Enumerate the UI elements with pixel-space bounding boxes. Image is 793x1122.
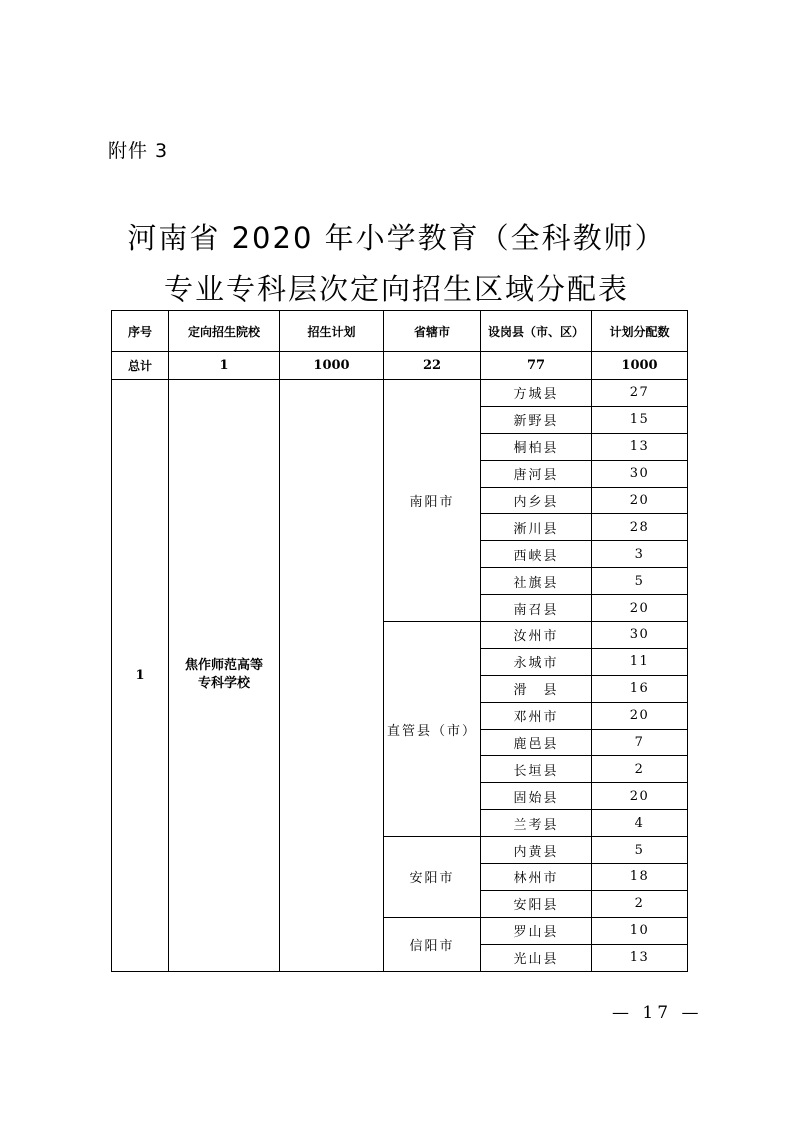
county-cell: 邓州市: [481, 702, 592, 729]
county-cell: 滑 县: [481, 675, 592, 702]
county-cell: 罗山县: [481, 917, 592, 944]
county-cell: 光山县: [481, 944, 592, 971]
county-cell: 永城市: [481, 648, 592, 675]
school-cell: [169, 380, 280, 972]
allocation-cell: 3: [592, 541, 688, 568]
county-cell: 西峡县: [481, 541, 592, 568]
total-label: 总计: [112, 352, 169, 380]
county-cell: 新野县: [481, 406, 592, 433]
plan-cell: [280, 380, 384, 972]
header-row: [112, 311, 688, 352]
allocation-cell: 30: [592, 622, 688, 649]
allocation-cell: 20: [592, 783, 688, 810]
allocation-table: [111, 310, 688, 972]
allocation-cell: 16: [592, 675, 688, 702]
allocation-cell: 11: [592, 648, 688, 675]
allocation-cell: 13: [592, 944, 688, 971]
total-row: [112, 352, 688, 380]
header-school: 定向招生院校: [169, 311, 280, 352]
county-cell: 汝州市: [481, 622, 592, 649]
allocation-cell: 4: [592, 810, 688, 837]
city-cell: 安阳市: [384, 837, 481, 918]
allocation-cell: 10: [592, 917, 688, 944]
county-cell: 内乡县: [481, 487, 592, 514]
school-name-line-2: 专科学校: [197, 676, 250, 692]
county-cell: 方城县: [481, 380, 592, 407]
allocation-cell: 7: [592, 729, 688, 756]
header-allocation: 计划分配数: [592, 311, 688, 352]
table-row: [112, 380, 688, 407]
allocation-cell: 30: [592, 460, 688, 487]
county-cell: 内黄县: [481, 837, 592, 864]
allocation-cell: 20: [592, 595, 688, 622]
city-cell: 直管县（市）: [384, 622, 481, 837]
county-cell: 鹿邑县: [481, 729, 592, 756]
county-cell: 南召县: [481, 595, 592, 622]
allocation-cell: 5: [592, 568, 688, 595]
document-title-line-1: 河南省 2020 年小学教育（全科教师）: [127, 221, 666, 255]
county-cell: 固始县: [481, 783, 592, 810]
document-title-line-2: 专业专科层次定向招生区域分配表: [163, 272, 629, 306]
total-allocation: 1000: [592, 352, 688, 380]
county-cell: 桐柏县: [481, 433, 592, 460]
city-cell: 南阳市: [384, 380, 481, 622]
allocation-cell: 2: [592, 890, 688, 917]
allocation-cell: 20: [592, 487, 688, 514]
annex-label: 附件 3: [108, 140, 169, 162]
allocation-cell: 15: [592, 406, 688, 433]
header-seq: 序号: [112, 311, 169, 352]
school-name-line-1: 焦作师范高等: [184, 658, 263, 674]
county-cell: 安阳县: [481, 890, 592, 917]
allocation-cell: 28: [592, 514, 688, 541]
county-cell: 社旗县: [481, 568, 592, 595]
city-cell: 信阳市: [384, 917, 481, 971]
total-counties: 77: [481, 352, 592, 380]
allocation-cell: 5: [592, 837, 688, 864]
county-cell: 唐河县: [481, 460, 592, 487]
county-cell: 长垣县: [481, 756, 592, 783]
allocation-cell: 27: [592, 380, 688, 407]
total-cities: 22: [384, 352, 481, 380]
header-city: 省辖市: [384, 311, 481, 352]
county-cell: 兰考县: [481, 810, 592, 837]
header-plan: 招生计划: [280, 311, 384, 352]
county-cell: 淅川县: [481, 514, 592, 541]
header-county: 设岗县（市、区）: [481, 311, 592, 352]
page-number: — 17 —: [612, 1003, 703, 1023]
allocation-cell: 2: [592, 756, 688, 783]
sequence-cell: 1: [112, 380, 169, 972]
total-schools: 1: [169, 352, 280, 380]
county-cell: 林州市: [481, 864, 592, 891]
total-plan: 1000: [280, 352, 384, 380]
allocation-cell: 20: [592, 702, 688, 729]
allocation-cell: 13: [592, 433, 688, 460]
allocation-cell: 18: [592, 864, 688, 891]
